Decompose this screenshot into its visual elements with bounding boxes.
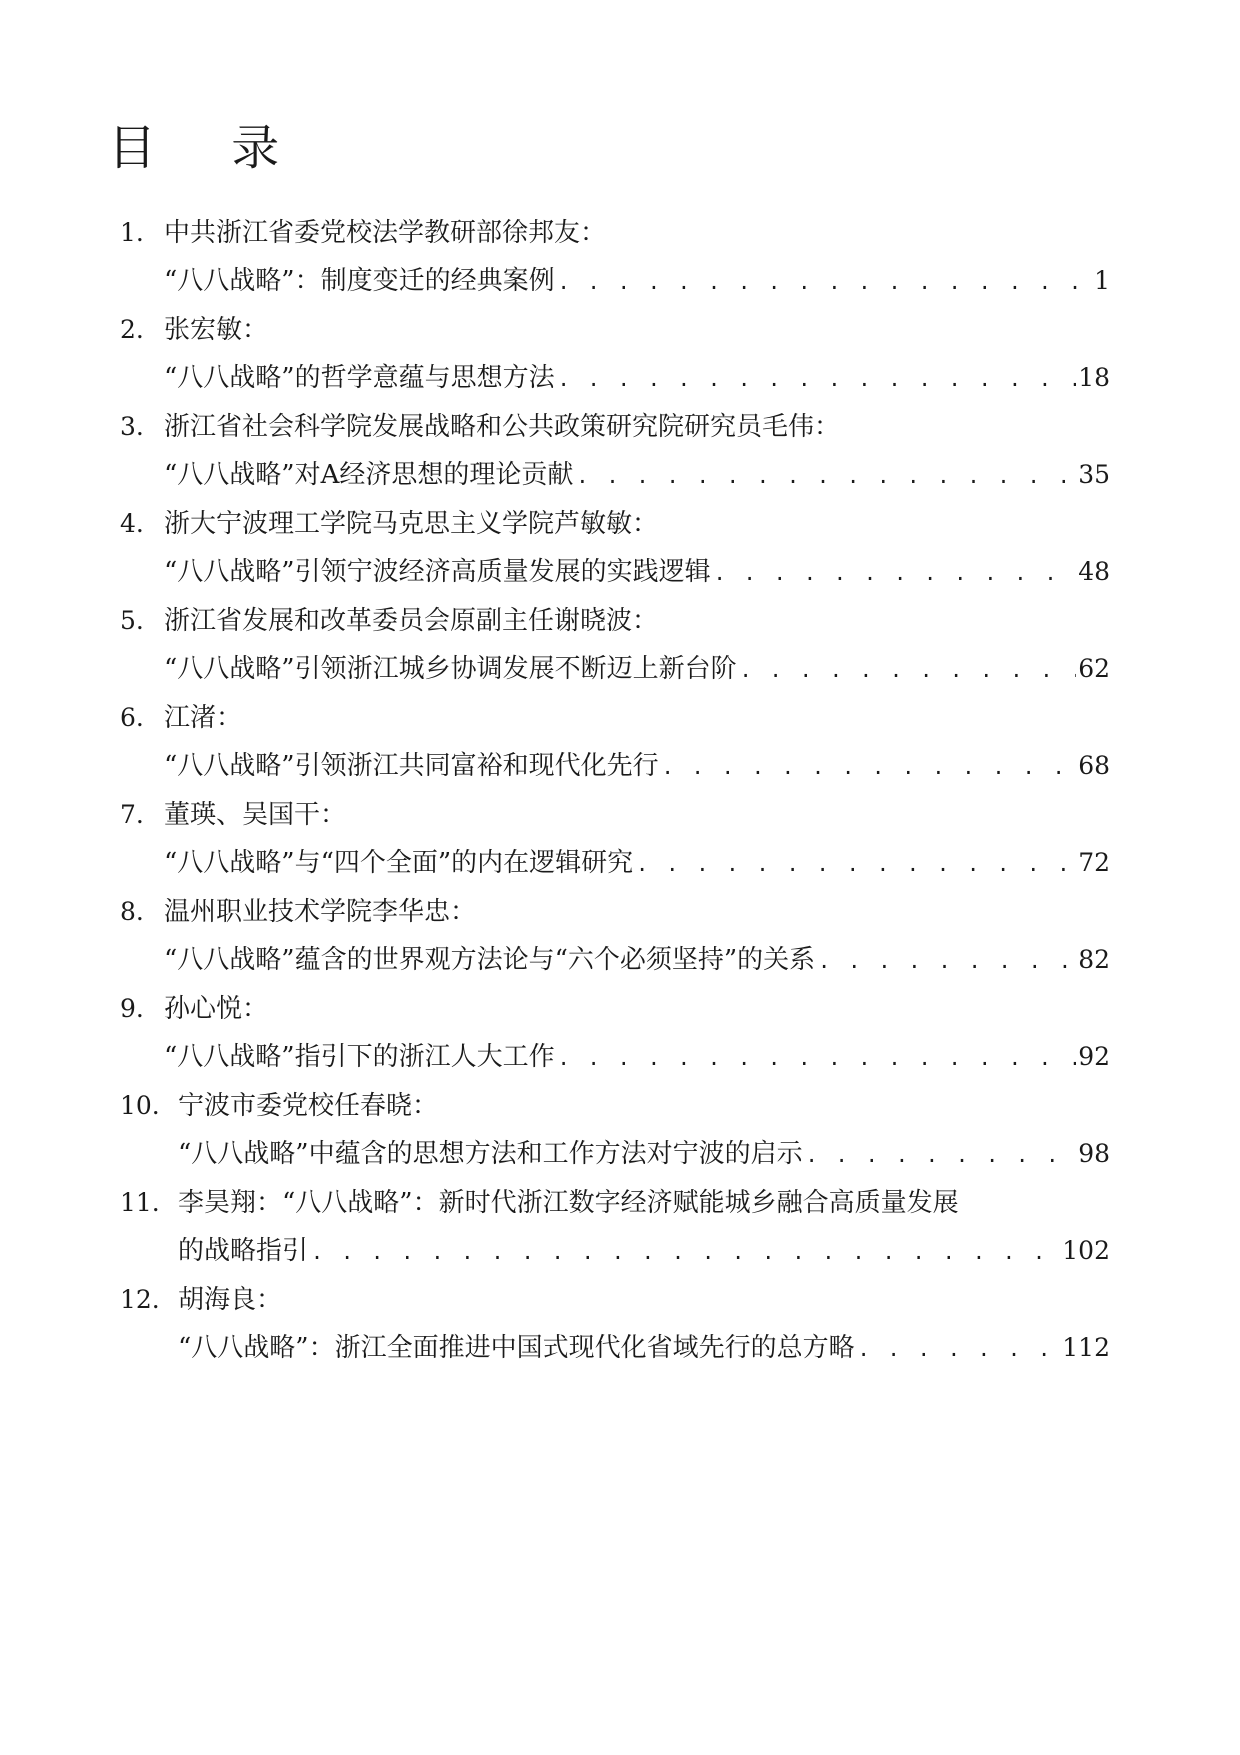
dot-leader [858, 1332, 1061, 1366]
toc-entry-number: 10. [120, 1091, 160, 1120]
toc-entry-page: 68 [1078, 751, 1110, 780]
dot-leader [740, 653, 1077, 687]
toc-entry-number: 12. [120, 1285, 160, 1314]
dot-leader [662, 750, 1077, 784]
dot-leader [558, 265, 1093, 299]
dot-leader [636, 847, 1076, 881]
toc-entry-author: 李昊翔：“八八战略”：新时代浙江数字经济赋能城乡融合高质量发展 [178, 1188, 959, 1218]
toc-entry-number: 4. [120, 509, 144, 538]
toc-entry-title: “八八战略”与“四个全面”的内在逻辑研究 [164, 848, 634, 878]
toc-entry-number: 9. [120, 994, 144, 1023]
dot-leader [311, 1235, 1060, 1269]
toc-entry-number: 7. [120, 800, 144, 829]
dot-leader [558, 1041, 1077, 1075]
toc-entry-author: 宁波市委党校任春晓： [178, 1091, 439, 1121]
toc-entry-page: 102 [1062, 1236, 1110, 1265]
toc-entry-5-author-line [120, 604, 1110, 638]
dot-leader [558, 362, 1077, 396]
toc-entry-7-author-line [120, 798, 1110, 832]
toc-entry-number: 1. [120, 218, 144, 247]
toc-entry-4-title-line[interactable] [164, 555, 1110, 589]
toc-entry-4-author-line [120, 507, 1110, 541]
toc-entry-6-title-line[interactable] [164, 749, 1110, 783]
toc-entry-10-author-line [120, 1089, 1110, 1123]
toc-entry-title: 的战略指引 [178, 1236, 309, 1266]
toc-entry-5-title-line[interactable] [164, 652, 1110, 686]
toc-entry-author: 浙江省发展和改革委员会原副主任谢晓波： [164, 606, 659, 636]
dot-leader [576, 459, 1076, 493]
toc-entry-author: 江渚： [164, 703, 243, 733]
toc-entry-page: 98 [1078, 1139, 1110, 1168]
dot-leader [714, 556, 1077, 590]
toc-entry-title: “八八战略”指引下的浙江人大工作 [164, 1042, 555, 1072]
toc-entry-title: “八八战略”的哲学意蕴与思想方法 [164, 363, 555, 393]
toc-entry-7-title-line[interactable] [164, 846, 1110, 880]
toc-entry-page: 92 [1078, 1042, 1110, 1071]
toc-entry-1-title-line[interactable] [164, 264, 1110, 298]
toc-entry-page: 82 [1078, 945, 1110, 974]
toc-entry-12-title-line[interactable] [178, 1331, 1110, 1365]
toc-entry-number: 3. [120, 412, 144, 441]
toc-entry-2-author-line [120, 313, 1110, 347]
toc-entry-author: 孙心悦： [164, 994, 269, 1024]
toc-entry-11-title-line[interactable] [178, 1234, 1110, 1268]
toc-entry-title: “八八战略”引领浙江共同富裕和现代化先行 [164, 751, 659, 781]
toc-entry-title: “八八战略”：制度变迁的经典案例 [164, 266, 555, 296]
toc-entry-11-author-line [120, 1186, 1110, 1220]
toc-entry-2-title-line[interactable] [164, 361, 1110, 395]
toc-entry-page: 62 [1078, 654, 1110, 683]
toc-entry-page: 1 [1094, 266, 1110, 295]
toc-entry-title: “八八战略”引领宁波经济高质量发展的实践逻辑 [164, 557, 711, 587]
toc-entry-8-title-line[interactable] [164, 943, 1110, 977]
toc-entry-page: 72 [1078, 848, 1110, 877]
toc-entry-10-title-line[interactable] [178, 1137, 1110, 1171]
toc-entry-number: 2. [120, 315, 144, 344]
toc-entry-author: 中共浙江省委党校法学教研部徐邦友： [164, 218, 607, 248]
toc-entry-6-author-line [120, 701, 1110, 735]
toc-entry-title: “八八战略”引领浙江城乡协调发展不断迈上新台阶 [164, 654, 737, 684]
dot-leader [806, 1138, 1077, 1172]
toc-entry-8-author-line [120, 895, 1110, 929]
toc-entry-title: “八八战略”：浙江全面推进中国式现代化省域先行的总方略 [178, 1333, 855, 1363]
toc-entry-page: 18 [1078, 363, 1110, 392]
toc-entry-author: 浙江省社会科学院发展战略和公共政策研究院研究员毛伟： [164, 412, 841, 442]
toc-entry-number: 11. [120, 1188, 160, 1217]
toc-entry-12-author-line [120, 1283, 1110, 1317]
toc-entry-author: 胡海良： [178, 1285, 283, 1315]
toc-entry-9-author-line [120, 992, 1110, 1026]
toc-entry-author: 张宏敏： [164, 315, 269, 345]
toc-entry-3-author-line [120, 410, 1110, 444]
toc-entry-9-title-line[interactable] [164, 1040, 1110, 1074]
toc-entry-1-author-line [120, 216, 1110, 250]
toc-entry-page: 35 [1078, 460, 1110, 489]
toc-entry-author: 董瑛、吴国干： [164, 800, 347, 830]
page-title: 目 录 [108, 120, 310, 176]
toc-entry-page: 112 [1062, 1333, 1110, 1362]
toc-entry-title: “八八战略”蕴含的世界观方法论与“六个必须坚持”的关系 [164, 945, 816, 975]
toc-entry-number: 6. [120, 703, 144, 732]
toc-entry-title: “八八战略”对A经济思想的理论贡献 [164, 460, 574, 490]
toc-entry-title: “八八战略”中蕴含的思想方法和工作方法对宁波的启示 [178, 1139, 803, 1169]
dot-leader [818, 944, 1076, 978]
toc-entry-number: 5. [120, 606, 144, 635]
toc-entry-3-title-line[interactable] [164, 458, 1110, 492]
toc-entry-author: 温州职业技术学院李华忠： [164, 897, 477, 927]
toc-entry-number: 8. [120, 897, 144, 926]
toc-entry-page: 48 [1078, 557, 1110, 586]
toc-entry-author: 浙大宁波理工学院马克思主义学院芦敏敏： [164, 509, 659, 539]
